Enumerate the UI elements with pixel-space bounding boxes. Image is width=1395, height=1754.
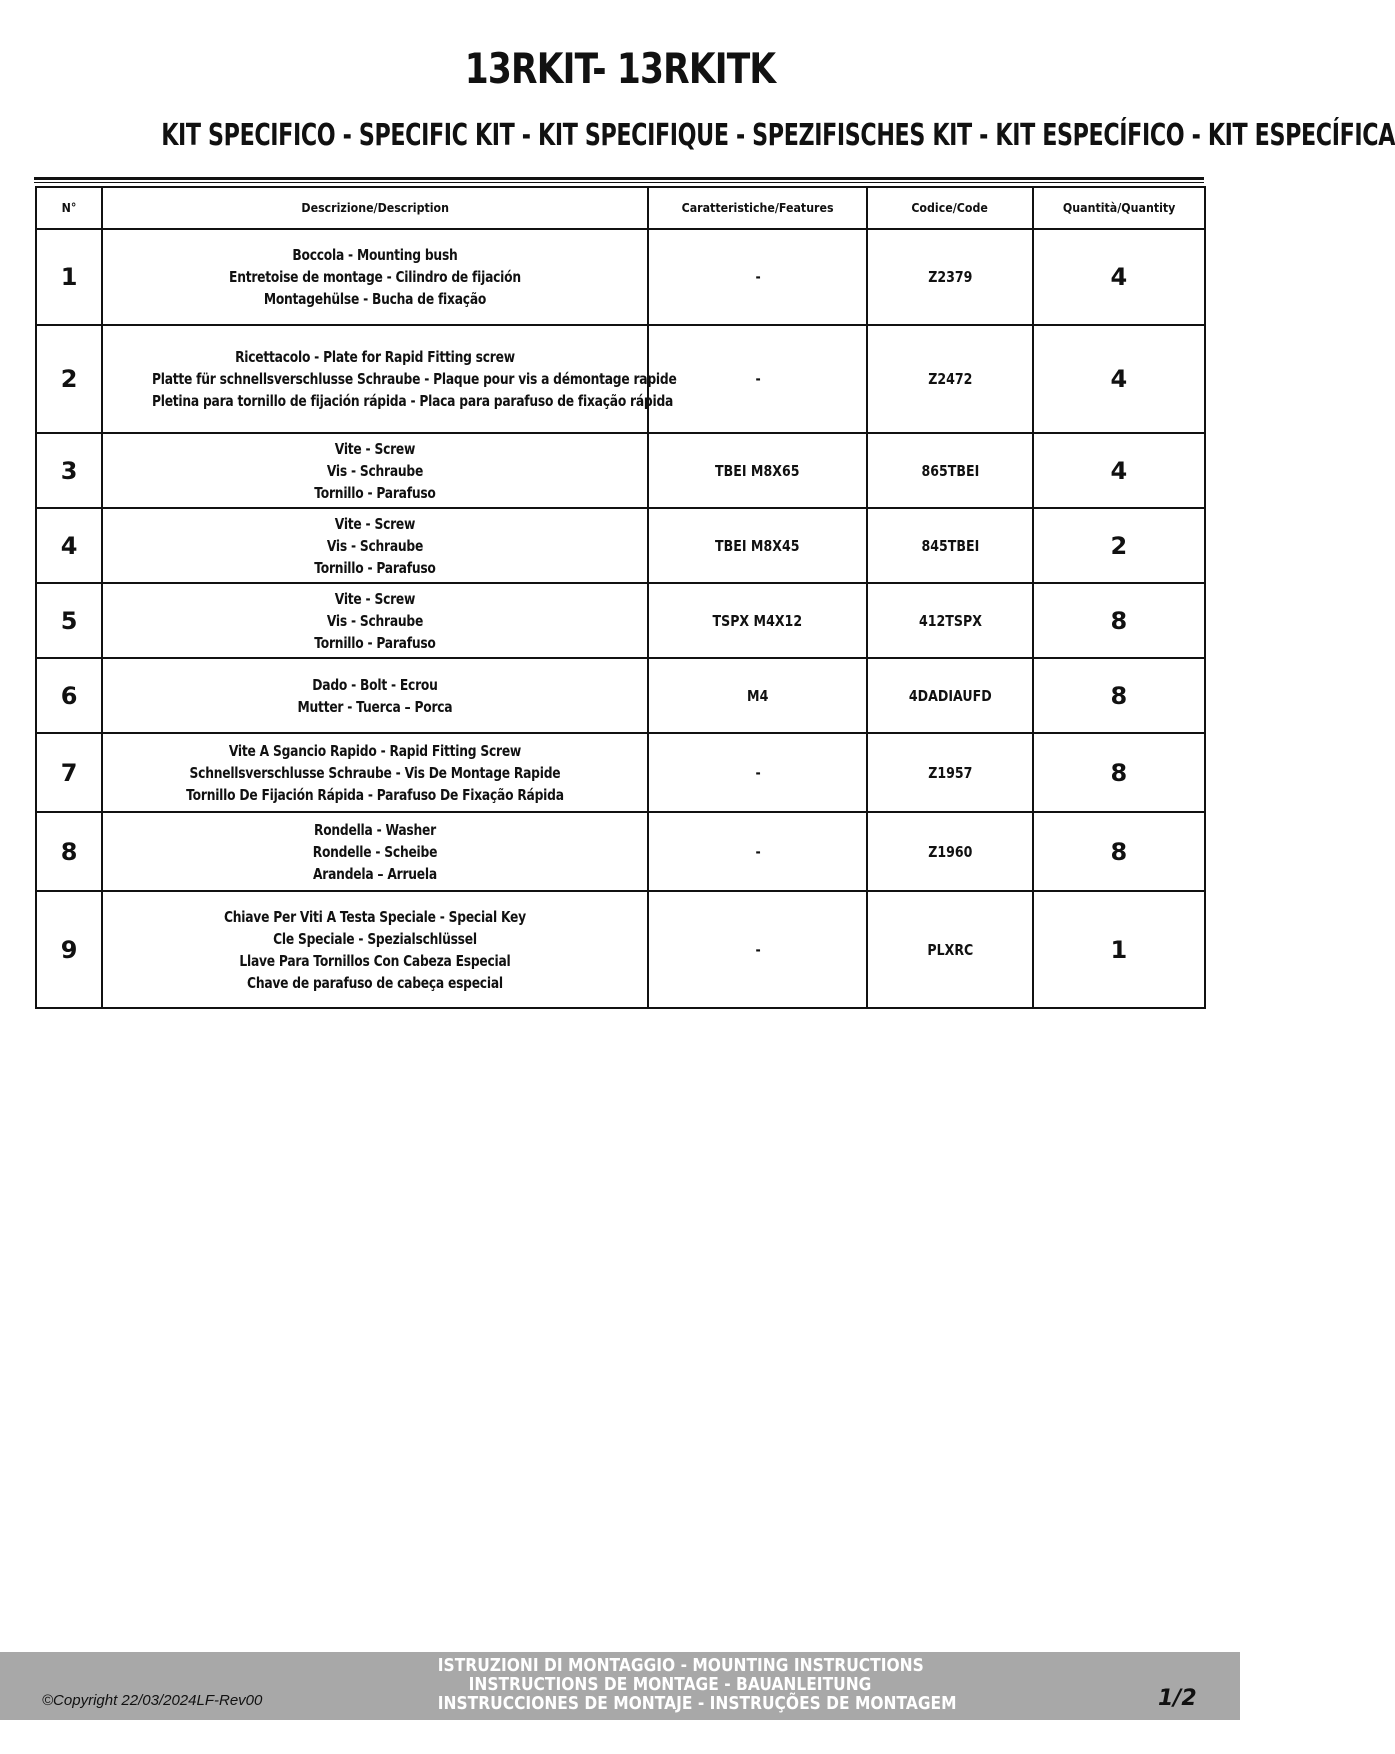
item-features xyxy=(648,325,867,433)
footer-line: INSTRUCCIONES DE MONTAJE - INSTRUÇÕES DE MONTAGEM xyxy=(437,1693,957,1714)
item-quantity: 4 xyxy=(1033,433,1205,508)
description-line: Entretoise de montage - Cilindro de fijación xyxy=(229,268,521,286)
item-code xyxy=(867,583,1032,658)
item-number: 3 xyxy=(36,433,102,508)
description-line: Ricettacolo - Plate for Rapid Fitting screw xyxy=(235,348,515,366)
item-code xyxy=(867,812,1032,891)
item-description xyxy=(102,891,648,1008)
item-features xyxy=(648,433,867,508)
features-text: - xyxy=(755,370,761,388)
table-row xyxy=(36,658,1205,733)
description-line: Vis - Schraube xyxy=(326,536,424,555)
description-line: Chave de parafuso de cabeça especial xyxy=(247,973,503,992)
item-quantity: 1 xyxy=(1033,891,1205,1008)
footer-line: INSTRUCTIONS DE MONTAGE - BAUANLEITUNG xyxy=(468,1674,872,1695)
item-number: 9 xyxy=(36,891,102,1008)
description-line: Rondella - Washer xyxy=(314,820,437,839)
item-features xyxy=(648,891,867,1008)
column-header-features: Caratteristiche/Features xyxy=(648,187,867,229)
item-features xyxy=(648,508,867,583)
item-number: 4 xyxy=(36,508,102,583)
description-line: Tornillo - Parafuso xyxy=(314,483,436,502)
item-quantity: 8 xyxy=(1033,733,1205,812)
features-text: - xyxy=(755,940,761,959)
description-line: Vis - Schraube xyxy=(326,611,424,630)
description-line: Vite A Sgancio Rapido - Rapid Fitting Screw xyxy=(228,741,522,760)
features-text: M4 xyxy=(747,686,769,705)
item-number: 1 xyxy=(36,229,102,325)
item-code xyxy=(867,733,1032,812)
description-line: Arandela – Arruela xyxy=(313,864,437,883)
table-row xyxy=(36,583,1205,658)
features-text: - xyxy=(755,842,761,861)
item-quantity: 8 xyxy=(1033,583,1205,658)
description-line: Tornillo - Parafuso xyxy=(314,633,436,652)
copyright-text: ©Copyright 22/03/2024LF-Rev00 xyxy=(42,1692,263,1709)
item-number: 2 xyxy=(36,325,102,433)
item-quantity: 8 xyxy=(1033,658,1205,733)
item-features xyxy=(648,583,867,658)
table-header-row xyxy=(36,187,1205,229)
table-row xyxy=(36,812,1205,891)
description-line: Chiave Per Viti A Testa Speciale - Special Key xyxy=(224,907,527,926)
code-text: 4DADIAUFD xyxy=(908,686,992,705)
description-line: Platte für schnellsverschlusse Schraube - Plaque pour vis a démontage rapide xyxy=(152,370,677,388)
document-title: 13RKIT- 13RKITK xyxy=(464,44,776,93)
column-header-quantity: Quantità/Quantity xyxy=(1033,187,1205,229)
item-description xyxy=(102,325,677,433)
features-text: TBEI M8X45 xyxy=(715,536,800,555)
parts-table xyxy=(35,186,1206,1009)
code-text: PLXRC xyxy=(927,940,974,959)
item-description xyxy=(102,433,648,508)
item-features xyxy=(648,229,867,325)
item-description xyxy=(102,812,648,891)
description-line: Schnellsverschlusse Schraube - Vis De Montage Rapide xyxy=(189,763,561,782)
item-code xyxy=(867,325,1032,433)
description-line: Llave Para Tornillos Con Cabeza Especial xyxy=(239,951,511,970)
column-header-description: Descrizione/Description xyxy=(102,187,648,229)
description-line: Vite - Screw xyxy=(334,439,416,458)
item-features xyxy=(648,658,867,733)
page-number: 1/2 xyxy=(1158,1686,1197,1711)
header-rule-thin xyxy=(34,182,1204,183)
code-text: Z1957 xyxy=(927,763,973,782)
item-features xyxy=(648,812,867,891)
document-subtitle: KIT SPECIFICO - SPECIFIC KIT - KIT SPECIFIQUE - SPEZIFISCHES KIT - KIT ESPECÍFICO - KIT ESPECÍFICA xyxy=(161,118,1395,153)
item-code xyxy=(867,433,1032,508)
description-line: Pletina para tornillo de fijación rápida - Placa para parafuso de fixação rápida xyxy=(152,392,674,410)
item-description xyxy=(102,508,648,583)
item-features xyxy=(648,733,867,812)
column-header-code: Codice/Code xyxy=(867,187,1032,229)
item-code xyxy=(867,658,1032,733)
description-line: Rondelle - Scheibe xyxy=(312,842,438,861)
table-row xyxy=(36,508,1205,583)
description-line: Tornillo De Fijación Rápida - Parafuso De Fixação Rápida xyxy=(186,785,564,804)
table-row xyxy=(36,229,1205,325)
features-text: TSPX M4X12 xyxy=(712,611,803,630)
item-description xyxy=(102,658,648,733)
description-line: Dado - Bolt - Ecrou xyxy=(312,675,438,694)
table-row xyxy=(36,891,1205,1008)
item-description xyxy=(102,229,648,325)
column-header-number: N° xyxy=(36,187,102,229)
description-line: Boccola - Mounting bush xyxy=(292,246,458,264)
item-quantity: 2 xyxy=(1033,508,1205,583)
item-description xyxy=(102,733,648,812)
table-body xyxy=(36,229,1205,1008)
description-line: Mutter - Tuerca – Porca xyxy=(297,697,453,716)
table-row xyxy=(36,733,1205,812)
description-line: Vite - Screw xyxy=(334,589,416,608)
header-rule-thick xyxy=(34,177,1204,180)
code-text: 412TSPX xyxy=(918,611,982,630)
item-code xyxy=(867,229,1032,325)
features-text: - xyxy=(755,763,761,782)
item-quantity: 4 xyxy=(1033,325,1205,433)
table-row xyxy=(36,433,1205,508)
code-text: 845TBEI xyxy=(921,536,979,555)
item-code xyxy=(867,508,1032,583)
footer-line: ISTRUZIONI DI MONTAGGIO - MOUNTING INSTRUCTIONS xyxy=(437,1655,924,1676)
item-quantity: 4 xyxy=(1033,229,1205,325)
description-line: Montagehülse - Bucha de fixação xyxy=(263,290,487,308)
item-quantity: 8 xyxy=(1033,812,1205,891)
code-text: Z1960 xyxy=(927,842,973,861)
item-description xyxy=(102,583,648,658)
code-text: Z2472 xyxy=(927,370,973,388)
features-text: TBEI M8X65 xyxy=(715,461,800,480)
features-text: - xyxy=(755,268,761,286)
item-number: 5 xyxy=(36,583,102,658)
code-text: Z2379 xyxy=(927,268,973,286)
description-line: Cle Speciale - Spezialschlüssel xyxy=(273,929,477,948)
description-line: Vite - Screw xyxy=(334,514,416,533)
item-code xyxy=(867,891,1032,1008)
item-number: 8 xyxy=(36,812,102,891)
description-line: Tornillo - Parafuso xyxy=(314,558,436,577)
item-number: 7 xyxy=(36,733,102,812)
code-text: 865TBEI xyxy=(921,461,979,480)
table-row xyxy=(36,325,1205,433)
description-line: Vis - Schraube xyxy=(326,461,424,480)
footer-instructions xyxy=(400,1655,957,1714)
item-number: 6 xyxy=(36,658,102,733)
